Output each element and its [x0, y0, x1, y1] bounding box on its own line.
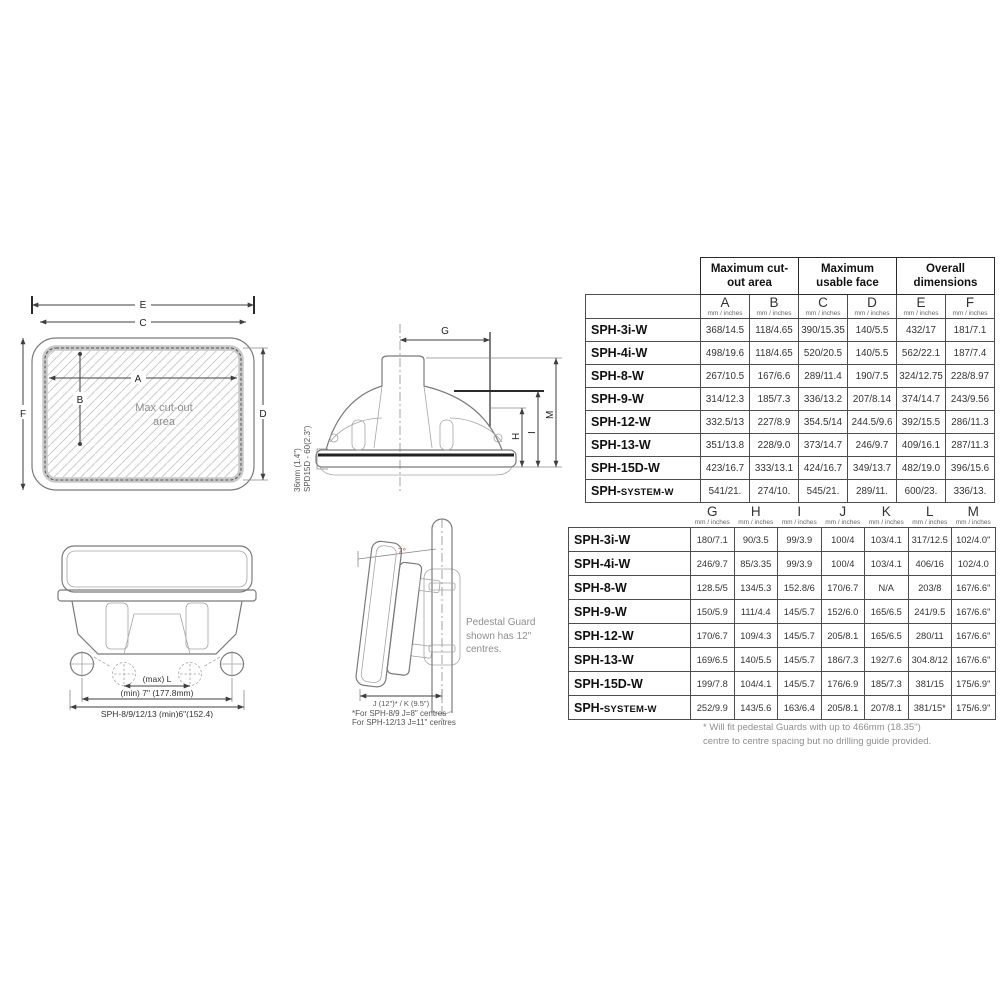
value-cell: 243/9.56 [946, 388, 995, 411]
value-cell: 165/6.5 [865, 600, 909, 624]
dim-label-g: G [441, 326, 449, 337]
model-cell: SPH-3i-W [569, 528, 691, 552]
column-header-c [799, 295, 848, 319]
group-header: Overall dimensions [897, 258, 995, 295]
value-cell: 134/5.3 [734, 576, 778, 600]
value-cell: 246/9.7 [848, 434, 897, 457]
value-cell: 140/5.5 [848, 319, 897, 342]
model-suffix: SYSTEM-W [603, 703, 657, 715]
value-cell: 111/4.4 [734, 600, 778, 624]
value-cell: 423/16.7 [701, 457, 750, 480]
value-cell: 167/6.6" [952, 576, 996, 600]
value-cell: 140/5.5 [734, 648, 778, 672]
column-letter: M [967, 504, 979, 519]
dim-label-min7: (min) 7" (177.8mm) [120, 688, 194, 698]
column-header-e [897, 295, 946, 319]
model-cell: SPH-13-W [569, 648, 691, 672]
value-cell: 289/11.4 [799, 365, 848, 388]
value-cell: 167/6.6" [952, 624, 996, 648]
column-letter: F [965, 295, 975, 310]
value-cell: 100/4 [821, 552, 865, 576]
value-cell: 280/11 [908, 624, 952, 648]
footnote-line-2: centre to centre spacing but no drilling guide provided. [703, 735, 932, 747]
value-cell: 145/5.7 [778, 648, 822, 672]
column-header-b [750, 295, 799, 319]
group-header-row [586, 258, 995, 295]
value-cell: 167/6.6" [952, 600, 996, 624]
cutout-text-line1: Max cut-out [135, 402, 193, 414]
value-cell: 181/7.1 [946, 319, 995, 342]
front-view-diagram [18, 540, 293, 718]
base-height-note-line2: SPD15D - 60(2.3") [303, 425, 312, 492]
value-cell: 354.5/14 [799, 411, 848, 434]
model-cell: SPH-15D-W [569, 672, 691, 696]
value-cell: 190/7.5 [848, 365, 897, 388]
value-cell: 118/4.65 [750, 319, 799, 342]
value-cell: 317/12.5 [908, 528, 952, 552]
value-cell: 165/6.5 [865, 624, 909, 648]
spacer-cell [586, 258, 701, 295]
cutout-area-diagram [14, 292, 299, 507]
table-row [586, 319, 995, 342]
value-cell: 185/7.3 [750, 388, 799, 411]
model-cell: SPH-12-W [586, 411, 701, 434]
value-cell: 100/4 [821, 528, 865, 552]
model-cell: SPH-4i-W [569, 552, 691, 576]
dim-label-c: C [139, 318, 147, 329]
column-letter: C [818, 295, 828, 310]
column-header-h [734, 504, 778, 528]
value-cell: 203/8 [908, 576, 952, 600]
value-cell: 145/5.7 [778, 600, 822, 624]
model-suffix: SYSTEM-W [620, 487, 674, 499]
dim-label-min6: SPH-8/9/12/13 (min)6"(152.4) [100, 709, 214, 718]
model-cell: SPH-15D-W [586, 457, 701, 480]
model-cell: SPH-SYSTEM-W [569, 696, 691, 720]
model-cell: SPH-4i-W [586, 342, 701, 365]
value-cell: N/A [865, 576, 909, 600]
value-cell: 128.5/5 [691, 576, 735, 600]
model-cell: SPH-9-W [586, 388, 701, 411]
column-header-g [691, 504, 735, 528]
value-cell: 562/22.1 [897, 342, 946, 365]
value-cell: 145/5.7 [778, 624, 822, 648]
dim-label-m: M [545, 410, 556, 419]
tilt-angle-label: 7° [397, 546, 407, 556]
value-cell: 228/8.97 [946, 365, 995, 388]
jk-footnote-1: *For SPH-8/9 J=8" centres [352, 709, 447, 718]
model-cell: SPH-9-W [569, 600, 691, 624]
column-header-f [946, 295, 995, 319]
pedestal-footnote [703, 721, 965, 749]
column-header-j [821, 504, 865, 528]
value-cell: 109/4.3 [734, 624, 778, 648]
value-cell: 152.8/6 [778, 576, 822, 600]
table-row [569, 528, 996, 552]
value-cell: 102/4.0" [952, 528, 996, 552]
dim-label-e: E [139, 300, 147, 311]
value-cell: 373/14.7 [799, 434, 848, 457]
value-cell: 374/14.7 [897, 388, 946, 411]
column-header-k [865, 504, 909, 528]
value-cell: 170/6.7 [691, 624, 735, 648]
value-cell: 482/19.0 [897, 457, 946, 480]
value-cell: 267/10.5 [701, 365, 750, 388]
value-cell: 143/5.6 [734, 696, 778, 720]
column-unit: mm / inches [805, 309, 841, 317]
value-cell: 140/5.5 [848, 342, 897, 365]
value-cell: 432/17 [897, 319, 946, 342]
value-cell: 498/19.6 [701, 342, 750, 365]
dim-label-d: D [259, 409, 267, 420]
column-letter: D [867, 295, 877, 310]
column-letter: G [706, 504, 718, 519]
dim-label-max-l: (max) L [142, 674, 172, 684]
value-cell: 406/16 [908, 552, 952, 576]
column-unit: mm / inches [825, 518, 861, 526]
table-row [569, 576, 996, 600]
group-header: Maximum cut-out area [701, 258, 799, 295]
value-cell: 205/8.1 [821, 624, 865, 648]
value-cell: 246/9.7 [691, 552, 735, 576]
value-cell: 252/9.9 [691, 696, 735, 720]
column-unit: mm / inches [707, 309, 743, 317]
value-cell: 104/4.1 [734, 672, 778, 696]
column-header-i [778, 504, 822, 528]
group-header: Maximum usable face [799, 258, 897, 295]
value-cell: 381/15 [908, 672, 952, 696]
model-cell: SPH-3i-W [586, 319, 701, 342]
column-header-row [569, 504, 996, 528]
column-letter: K [881, 504, 891, 519]
table-row [569, 600, 996, 624]
value-cell: 205/8.1 [821, 696, 865, 720]
value-cell: 392/15.5 [897, 411, 946, 434]
column-header-l [908, 504, 952, 528]
value-cell: 289/11. [848, 480, 897, 503]
value-cell: 169/6.5 [691, 648, 735, 672]
label-header-cell [586, 295, 701, 319]
column-header-a [701, 295, 750, 319]
value-cell: 274/10. [750, 480, 799, 503]
rear-view-diagram [290, 322, 575, 502]
table2-body [569, 504, 996, 720]
value-cell: 545/21. [799, 480, 848, 503]
value-cell: 396/15.6 [946, 457, 995, 480]
value-cell: 118/4.65 [750, 342, 799, 365]
value-cell: 286/11.3 [946, 411, 995, 434]
value-cell: 241/9.5 [908, 600, 952, 624]
column-header-d [848, 295, 897, 319]
value-cell: 381/15* [908, 696, 952, 720]
column-letter: J [839, 504, 847, 519]
value-cell: 103/4.1 [865, 528, 909, 552]
value-cell: 176/6.9 [821, 672, 865, 696]
dim-label-b: B [76, 395, 84, 406]
value-cell: 207/8.14 [848, 388, 897, 411]
value-cell: 175/6.9" [952, 672, 996, 696]
value-cell: 99/3.9 [778, 552, 822, 576]
value-cell: 390/15.35 [799, 319, 848, 342]
model-cell: SPH-13-W [586, 434, 701, 457]
column-unit: mm / inches [781, 518, 817, 526]
column-unit: mm / inches [854, 309, 890, 317]
model-cell: SPH-8-W [586, 365, 701, 388]
value-cell: 349/13.7 [848, 457, 897, 480]
column-unit: mm / inches [868, 518, 904, 526]
column-letter: H [750, 504, 761, 519]
table-row [569, 624, 996, 648]
table-row [586, 480, 995, 503]
value-cell: 167/6.6 [750, 365, 799, 388]
value-cell: 99/3.9 [778, 528, 822, 552]
value-cell: 175/6.9" [952, 696, 996, 720]
table-row [586, 434, 995, 457]
column-unit: mm / inches [952, 309, 988, 317]
value-cell: 314/12.3 [701, 388, 750, 411]
value-cell: 186/7.3 [821, 648, 865, 672]
column-unit: mm / inches [694, 518, 730, 526]
value-cell: 324/12.75 [897, 365, 946, 388]
column-letter: E [916, 295, 926, 310]
value-cell: 152/6.0 [821, 600, 865, 624]
value-cell: 103/4.1 [865, 552, 909, 576]
table-row [586, 365, 995, 388]
table-row [569, 696, 996, 720]
column-header-row [586, 295, 995, 319]
model-cell: SPH-8-W [569, 576, 691, 600]
column-header-m [952, 504, 996, 528]
value-cell: 207/8.1 [865, 696, 909, 720]
value-cell: 244.5/9.6 [848, 411, 897, 434]
value-cell: 332.5/13 [701, 411, 750, 434]
value-cell: 150/5.9 [691, 600, 735, 624]
table-row [586, 388, 995, 411]
value-cell: 145/5.7 [778, 672, 822, 696]
value-cell: 336/13.2 [799, 388, 848, 411]
jk-footnote-2: For SPH-12/13 J=11" centres [352, 718, 456, 727]
table1-body [586, 258, 995, 503]
footnote-line-1: * Will fit pedestal Guards with up to 466mm (18.35") [703, 722, 921, 733]
column-letter: I [797, 504, 802, 519]
value-cell: 336/13. [946, 480, 995, 503]
value-cell: 287/11.3 [946, 434, 995, 457]
dim-label-f: F [19, 409, 27, 420]
dimensions-table-a-f [585, 257, 995, 503]
table-row [569, 672, 996, 696]
column-letter: B [769, 295, 779, 310]
value-cell: 185/7.3 [865, 672, 909, 696]
model-cell: SPH-12-W [569, 624, 691, 648]
value-cell: 180/7.1 [691, 528, 735, 552]
value-cell: 192/7.6 [865, 648, 909, 672]
value-cell: 163/6.4 [778, 696, 822, 720]
pedestal-guard-note: Pedestal Guard shown has 12" centres. [466, 617, 536, 655]
column-unit: mm / inches [955, 518, 991, 526]
dim-label-i: I [527, 431, 538, 434]
dimensions-table-g-m [568, 504, 996, 720]
value-cell: 351/13.8 [701, 434, 750, 457]
column-unit: mm / inches [756, 309, 792, 317]
value-cell: 228/9.0 [750, 434, 799, 457]
dim-label-a: A [134, 374, 142, 385]
column-letter: A [720, 295, 730, 310]
value-cell: 424/16.7 [799, 457, 848, 480]
table-row [586, 457, 995, 480]
base-height-note-line1: 36mm (1.4") [293, 448, 302, 492]
value-cell: 199/7.8 [691, 672, 735, 696]
cutout-text-line2: area [152, 416, 176, 428]
column-unit: mm / inches [903, 309, 939, 317]
column-unit: mm / inches [738, 518, 774, 526]
value-cell: 304.8/12 [908, 648, 952, 672]
value-cell: 600/23. [897, 480, 946, 503]
table-row [586, 342, 995, 365]
value-cell: 368/14.5 [701, 319, 750, 342]
value-cell: 187/7.4 [946, 342, 995, 365]
value-cell: 90/3.5 [734, 528, 778, 552]
dim-label-jk: J (12")* / K (9.5") [372, 699, 430, 708]
value-cell: 102/4.0 [952, 552, 996, 576]
table-row [569, 552, 996, 576]
table-row [569, 648, 996, 672]
dim-label-h: H [511, 432, 522, 440]
value-cell: 520/20.5 [799, 342, 848, 365]
table-row [586, 411, 995, 434]
value-cell: 333/13.1 [750, 457, 799, 480]
value-cell: 541/21. [701, 480, 750, 503]
column-unit: mm / inches [912, 518, 948, 526]
label-header-cell [569, 504, 691, 528]
value-cell: 409/16.1 [897, 434, 946, 457]
model-cell: SPH-SYSTEM-W [586, 480, 701, 503]
column-letter: L [925, 504, 934, 519]
value-cell: 85/3.35 [734, 552, 778, 576]
value-cell: 167/6.6" [952, 648, 996, 672]
value-cell: 227/8.9 [750, 411, 799, 434]
value-cell: 170/6.7 [821, 576, 865, 600]
